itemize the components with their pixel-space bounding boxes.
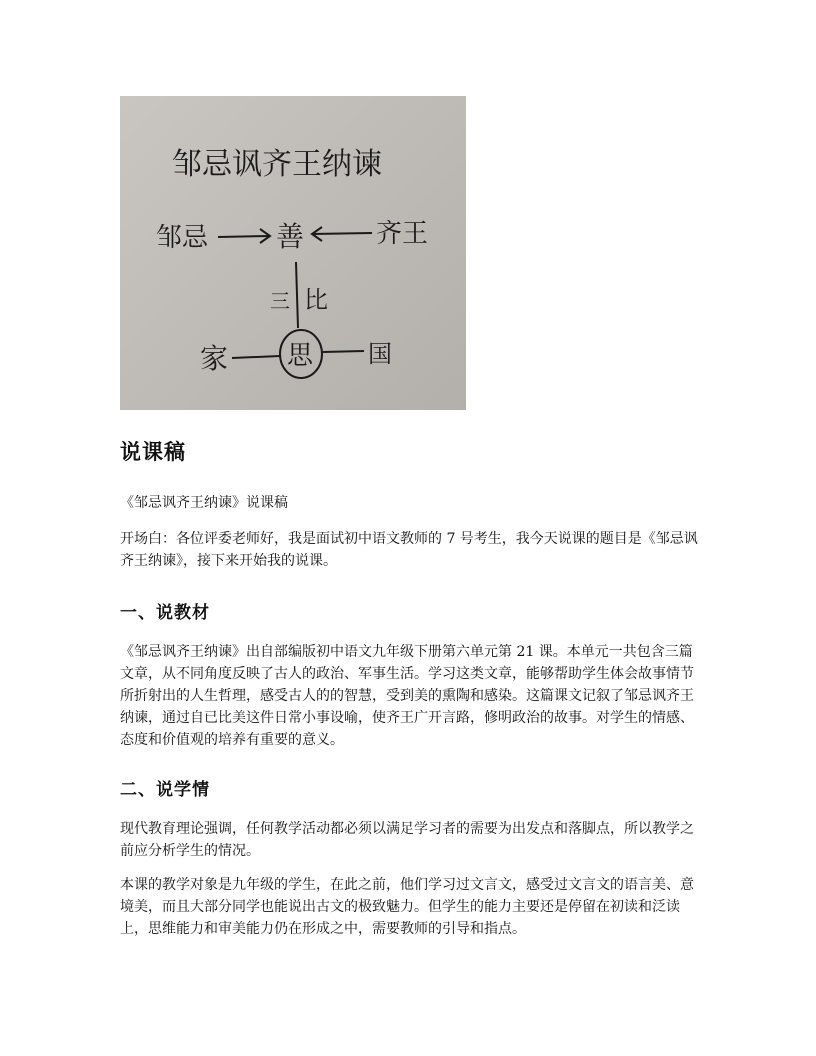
diagram-side-label-2: 比 xyxy=(304,286,328,314)
intro-paragraph: 开场白：各位评委老师好，我是面试初中语文教师的 7 号考生，我今天说课的题目是《邹忌讽齐王纳谏》，接下来开始我的说课。 xyxy=(120,531,698,569)
lesson-subtitle: 《邹忌讽齐王纳谏》说课稿 xyxy=(120,495,288,511)
section2-paragraph-2: 本课的教学对象是九年级的学生，在此之前，他们学习过文言文，感受过文言文的语言美、意境美，而且大部分同学也能说出古文的极致魅力。但学生的能力主要还是停留在初读和泛读上，思维能力和审美能力仍在形成之中，需要教师的引导和指点。 xyxy=(120,877,694,937)
diagram-side-label-1: 三 xyxy=(270,289,290,313)
diagram-bottom-left: 家 xyxy=(200,342,229,375)
section2-heading: 二、说学情 xyxy=(120,780,210,800)
section1-heading: 一、说教材 xyxy=(120,603,210,623)
arrow-left xyxy=(218,236,270,237)
diagram-svg xyxy=(120,96,466,410)
diagram-title: 邹忌讽齐王纳谏 xyxy=(172,147,382,182)
arrow-right xyxy=(312,233,372,234)
diagram-bottom-right: 国 xyxy=(368,340,392,368)
diagram-center-label: 善 xyxy=(276,220,305,253)
connector-left xyxy=(232,356,280,358)
connector-right xyxy=(323,351,364,352)
vertical-connector xyxy=(296,262,298,328)
diagram-left-label: 邹忌 xyxy=(156,223,209,253)
diagram-bottom-center: 思 xyxy=(287,341,314,371)
document-body xyxy=(120,430,700,952)
diagram-right-label: 齐王 xyxy=(376,219,429,249)
section1-paragraph: 《邹忌讽齐王纳谏》出自部编版初中语文九年级下册第六单元第 21 课。本单元一共包含三篇文章，从不同角度反映了古人的政治、军事生活。学习这类文章，能够帮助学生体会故事情节所折射出的人生哲理，感受古人的的智慧，受到美的熏陶和感染。这篇课文记叙了邹忌讽齐王纳谏，通过自已比美这件日常小事设喻，使齐王广开言路，修明政治的故事。对学生的情感、态度和价值观的培养有重要的意义。 xyxy=(120,644,694,748)
page-title: 说课稿 xyxy=(120,440,186,464)
section2-paragraph-1: 现代教育理论强调，任何教学活动都必须以满足学习者的需要为出发点和落脚点，所以教学之前应分析学生的情况。 xyxy=(120,821,694,859)
handwritten-diagram-photo xyxy=(120,96,466,410)
